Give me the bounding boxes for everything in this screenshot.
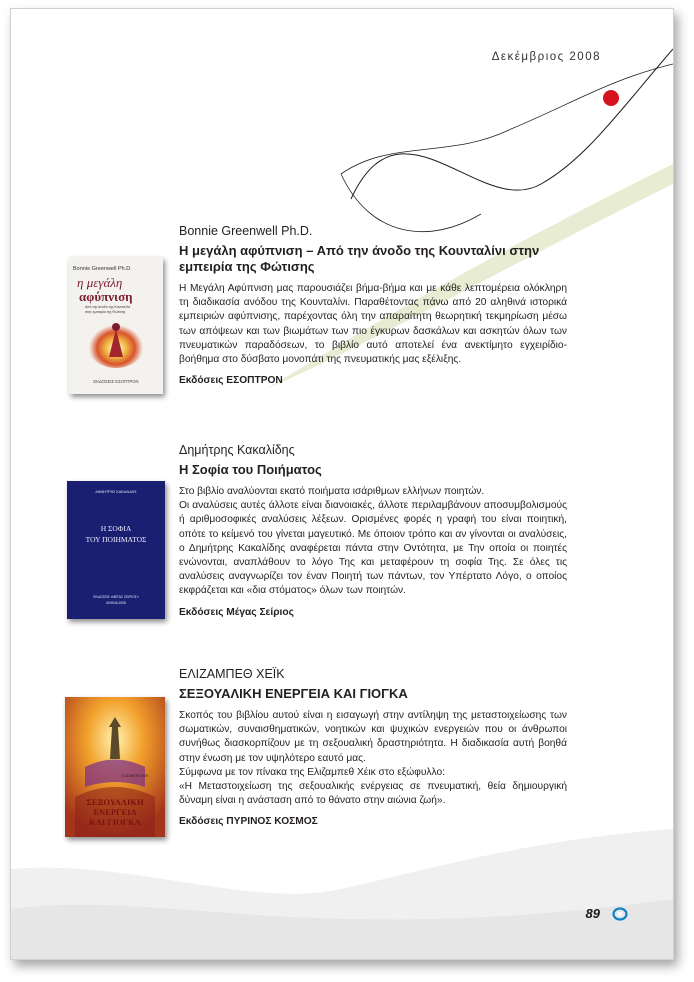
svg-text:ΑΘΗΝΑ 2008: ΑΘΗΝΑ 2008 xyxy=(106,601,126,605)
svg-text:ΕΚΔΟΣΕΙΣ «ΜΕΓΑΣ ΣΕΙΡΙΟΣ»: ΕΚΔΟΣΕΙΣ «ΜΕΓΑΣ ΣΕΙΡΙΟΣ» xyxy=(93,595,139,599)
book-description xyxy=(179,282,567,367)
description-paragraph: «Η Μεταστοιχείωση της σεξουαλικής ενέργειας σε πνευματική, θεία δημιουργική δύναμη είναι η ανάσταση από το θάνατο στην αιώνια ζωή». xyxy=(179,781,567,807)
book-description xyxy=(179,709,567,808)
page-number: 89 xyxy=(585,906,600,921)
svg-text:ΕΛΙΖΑΜΠΕΘ ΧΕΪΚ: ΕΛΙΖΑΜΠΕΘ ΧΕΪΚ xyxy=(121,774,149,778)
svg-text:η μεγάλη: η μεγάλη xyxy=(77,275,123,290)
description-paragraph: Στο βιβλίο αναλύονται εκατό ποιήματα ισάριθμων ελλήνων ποιητών. xyxy=(179,486,485,497)
book-publisher: Εκδόσεις ΕΣΟΠΤΡΟΝ xyxy=(179,375,283,387)
red-dot-ornament xyxy=(603,90,619,106)
magazine-page xyxy=(10,8,674,960)
book-cover-wisdom-of-the-poem xyxy=(67,481,165,619)
svg-text:στην εμπειρία της Φώτισης: στην εμπειρία της Φώτισης xyxy=(85,310,126,314)
book-publisher: Εκδόσεις ΠΥΡΙΝΟΣ ΚΟΣΜΟΣ xyxy=(179,816,318,828)
book-publisher: Εκδόσεις Μέγας Σείριος xyxy=(179,606,294,618)
svg-text:Από την άνοδο της Κουνταλίνι: Από την άνοδο της Κουνταλίνι xyxy=(85,305,131,309)
svg-text:ΕΚΔΟΣΕΙΣ ΕΣΟΠΤΡΟΝ: ΕΚΔΟΣΕΙΣ ΕΣΟΠΤΡΟΝ xyxy=(93,379,139,384)
book-entry-2 xyxy=(179,443,567,618)
book-author: ΕΛΙΖΑΜΠΕΘ ΧΕΪΚ xyxy=(179,667,285,681)
issue-date: Δεκέμβριος 2008 xyxy=(491,51,601,63)
svg-text:ΣΕΞΟΥΑΛΙΚΗ: ΣΕΞΟΥΑΛΙΚΗ xyxy=(86,797,144,807)
book-entry-1 xyxy=(179,224,567,386)
book-cover-great-awakening xyxy=(69,257,163,394)
book-author: Bonnie Greenwell Ph.D. xyxy=(179,224,313,238)
book-description xyxy=(179,485,567,599)
book-title: Η μεγάλη αφύπνιση – Από την άνοδο της Κουνταλίνι στην εμπειρία της Φώτισης xyxy=(179,243,540,274)
description-paragraph: Οι αναλύσεις αυτές άλλοτε είναι διανοιακές, άλλοτε περιλαμβάνουν αποσυμβολισμούς ή αριθμοσοφικές αναλύσεις λέξεων. Ορισμένες φορές η γραφή του είναι ποιητική, οπότε το κείμενό του γίνεται μαγευτικό. Με όποιον τρόπο και αν γίνονται οι αναλύσεις, ο Δημήτρης Κακαλίδης αναφέρεται πάντα στην Οντότητα, με Την οποία οι ποιητές ενώνονται, αναπλάθουν το λόγο Της και μεταφέρουν τη σοφία Της. Σε όλες τις αναλύσεις αναγνωρίζει τον έναν Ποιητή των πάντων, τον Υπέρτατο Λόγο, ο οποίος εκφράζεται και «δια στόματος» όλων των ποιητών. xyxy=(179,500,567,597)
svg-text:Η ΣΟΦΙΑ: Η ΣΟΦΙΑ xyxy=(100,524,132,533)
description-paragraph: Σκοπός του βιβλίου αυτού είναι η εισαγωγή στην αντίληψη της μεταστοιχείωσης των σωματικών, συναισθηματικών, νοητικών και ψυχικών ενεργειών που οι άνθρωποι συνήθως διασκορπίζουν με τη σεξουαλική δραστηριότητα. Η διαδικασία αυτή βοηθά στην ένωση με τον υψηλότερο εαυτό μας. xyxy=(179,710,567,764)
svg-text:ΚΑΙ ΓΙΟΓΚΑ: ΚΑΙ ΓΙΟΓΚΑ xyxy=(89,817,141,827)
description-paragraph: Η Μεγάλη Αφύπνιση μας παρουσιάζει βήμα-βήμα και με κάθε λεπτομέρεια ολόκληρη τη διαδικασία ανόδου της Κουνταλίνι. Παραθέτοντας πάνω από 20 αληθινά ιστορικά εμπειριών αφύπνισης, παρέχοντας όλη την απαραίτητη θεωρητική τεκμηρίωση μέσω των απόψεων και των βιωμάτων των πιο έγκυρων δασκάλων και ασκητών όλων των πνευματικών παραδόσεων, το βιβλίο αυτό αποτελεί ένα ανεκτίμητο εγχειρίδιο-βοήθημα στο δύσβατο μονοπάτι της πνευματικής μας εξέλιξης. xyxy=(179,283,567,366)
svg-text:αφύπνιση: αφύπνιση xyxy=(79,289,133,304)
svg-text:Bonnie Greenwell Ph.D.: Bonnie Greenwell Ph.D. xyxy=(73,266,132,272)
svg-text:ΤΟΥ ΠΟΙΗΜΑΤΟΣ: ΤΟΥ ΠΟΙΗΜΑΤΟΣ xyxy=(85,535,147,544)
magazine-logo-icon xyxy=(612,907,628,921)
book-cover-sexual-energy-yoga xyxy=(65,697,165,837)
book-entry-3 xyxy=(179,667,567,827)
book-title: Η Σοφία του Ποιήματος xyxy=(179,462,322,477)
svg-text:ΔΗΜΗΤΡΗΣ ΚΑΚΑΛΙΔΗΣ: ΔΗΜΗΤΡΗΣ ΚΑΚΑΛΙΔΗΣ xyxy=(95,490,137,494)
svg-text:ΕΝΕΡΓΕΙΑ: ΕΝΕΡΓΕΙΑ xyxy=(93,807,137,817)
book-title: ΣΕΞΟΥΑΛΙΚΗ ΕΝΕΡΓΕΙΑ ΚΑΙ ΓΙΟΓΚΑ xyxy=(179,686,408,701)
book-author: Δημήτρης Κακαλίδης xyxy=(179,443,295,457)
description-paragraph: Σύμφωνα με τον πίνακα της Ελιζαμπεθ Χέικ στο εξώφυλλο: xyxy=(179,766,445,778)
